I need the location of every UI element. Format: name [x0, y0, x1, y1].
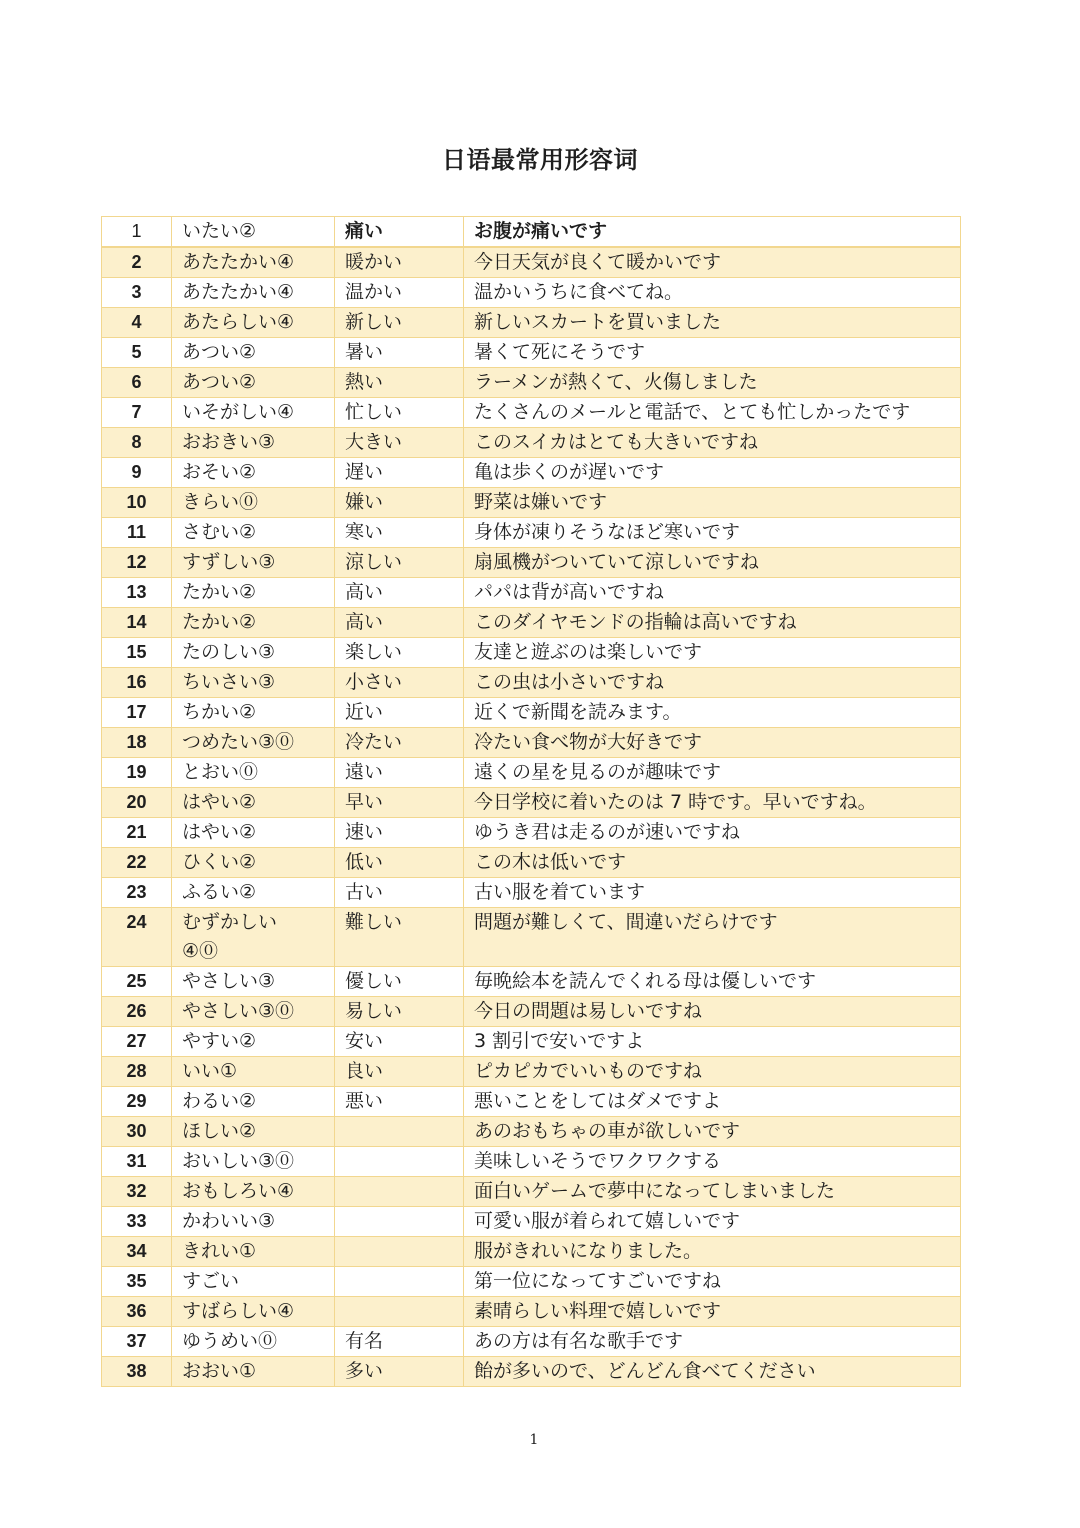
- example-sentence: あのおもちゃの車が欲しいです: [464, 1117, 961, 1147]
- kanji-form: 遠い: [335, 758, 464, 788]
- example-sentence: 問題が難しくて、間違いだらけです: [464, 908, 961, 967]
- table-row: [102, 728, 961, 758]
- row-number: 33: [102, 1207, 172, 1237]
- page-number: 1: [529, 1432, 539, 1448]
- table-row: [102, 608, 961, 638]
- row-number: 20: [102, 788, 172, 818]
- kana-reading: はやい②: [172, 788, 335, 818]
- example-sentence: 近くで新聞を読みます。: [464, 698, 961, 728]
- table-row: [102, 967, 961, 997]
- example-sentence: 悪いことをしてはダメですよ: [464, 1087, 961, 1117]
- example-sentence: 服がきれいになりました。: [464, 1237, 961, 1267]
- kana-reading: たかい②: [172, 578, 335, 608]
- kanji-form: 冷たい: [335, 728, 464, 758]
- example-sentence: 面白いゲームで夢中になってしまいました: [464, 1177, 961, 1207]
- table-first-row: [102, 217, 961, 248]
- example-sentence: 扇風機がついていて涼しいですね: [464, 548, 961, 578]
- example-sentence: あの方は有名な歌手です: [464, 1327, 961, 1357]
- row-number: 29: [102, 1087, 172, 1117]
- example-sentence: 冷たい食べ物が大好きです: [464, 728, 961, 758]
- kana-reading: かわいい③: [172, 1207, 335, 1237]
- row-number: 22: [102, 848, 172, 878]
- kanji-form: 多い: [335, 1357, 464, 1387]
- row-number: 12: [102, 548, 172, 578]
- example-sentence: 野菜は嫌いです: [464, 488, 961, 518]
- example-sentence: 身体が凍りそうなほど寒いです: [464, 518, 961, 548]
- kanji-form: 良い: [335, 1057, 464, 1087]
- table-row: [102, 1027, 961, 1057]
- kanji-form: 低い: [335, 848, 464, 878]
- kanji-form: 涼しい: [335, 548, 464, 578]
- example-sentence: このスイカはとても大きいですね: [464, 428, 961, 458]
- kanji-form: 熱い: [335, 368, 464, 398]
- table-row: [102, 788, 961, 818]
- kana-reading: あたたかい④: [172, 247, 335, 278]
- table-row: [102, 578, 961, 608]
- kanji-form: [335, 1207, 464, 1237]
- table-row: [102, 638, 961, 668]
- kana-reading: ちかい②: [172, 698, 335, 728]
- kana-reading: あたたかい④: [172, 278, 335, 308]
- row-number: 32: [102, 1177, 172, 1207]
- kana-reading: おそい②: [172, 458, 335, 488]
- example-sentence: 素晴らしい料理で嬉しいです: [464, 1297, 961, 1327]
- row-number: 7: [102, 398, 172, 428]
- kana-reading: あたらしい④: [172, 308, 335, 338]
- row-number: 21: [102, 818, 172, 848]
- row-number: 24: [102, 908, 172, 967]
- example-sentence: 可愛い服が着られて嬉しいです: [464, 1207, 961, 1237]
- kanji-form: 古い: [335, 878, 464, 908]
- row-number: 25: [102, 967, 172, 997]
- kana-reading: おもしろい④: [172, 1177, 335, 1207]
- kanji-form: 安い: [335, 1027, 464, 1057]
- table-row: [102, 997, 961, 1027]
- kanji-form: 嫌い: [335, 488, 464, 518]
- table-row: [102, 458, 961, 488]
- table-row: [102, 668, 961, 698]
- row-number: 6: [102, 368, 172, 398]
- kana-reading: いたい②: [172, 217, 335, 248]
- row-number: 18: [102, 728, 172, 758]
- kanji-form: 有名: [335, 1327, 464, 1357]
- kana-reading: いそがしい④: [172, 398, 335, 428]
- kanji-form: [335, 1177, 464, 1207]
- kanji-form: 忙しい: [335, 398, 464, 428]
- row-number: 3: [102, 278, 172, 308]
- kana-reading: やさしい③: [172, 967, 335, 997]
- example-sentence: ラーメンが熱くて、火傷しました: [464, 368, 961, 398]
- table-row: [102, 848, 961, 878]
- kanji-form: 悪い: [335, 1087, 464, 1117]
- kana-reading: ちいさい③: [172, 668, 335, 698]
- adjective-table: [101, 216, 961, 1387]
- kanji-form: 楽しい: [335, 638, 464, 668]
- kana-reading: すばらしい④: [172, 1297, 335, 1327]
- table-row: [102, 1207, 961, 1237]
- table-body: [102, 217, 961, 1387]
- row-number: 8: [102, 428, 172, 458]
- example-sentence: 第一位になってすごいですね: [464, 1267, 961, 1297]
- example-sentence: この木は低いです: [464, 848, 961, 878]
- example-sentence: 亀は歩くのが遅いです: [464, 458, 961, 488]
- row-number: 5: [102, 338, 172, 368]
- table-row: [102, 368, 961, 398]
- row-number: 14: [102, 608, 172, 638]
- kana-reading: おいしい③⓪: [172, 1147, 335, 1177]
- kana-reading: あつい②: [172, 338, 335, 368]
- table-row: [102, 758, 961, 788]
- kanji-form: 早い: [335, 788, 464, 818]
- kanji-form: 寒い: [335, 518, 464, 548]
- kanji-form: 大きい: [335, 428, 464, 458]
- kana-reading: きれい①: [172, 1237, 335, 1267]
- example-sentence: 温かいうちに食べてね。: [464, 278, 961, 308]
- kana-reading: きらい⓪: [172, 488, 335, 518]
- kana-reading: わるい②: [172, 1087, 335, 1117]
- example-sentence: 今日天気が良くて暖かいです: [464, 247, 961, 278]
- row-number: 34: [102, 1237, 172, 1267]
- kanji-form: 優しい: [335, 967, 464, 997]
- table-row: [102, 247, 961, 278]
- kana-reading: やさしい③⓪: [172, 997, 335, 1027]
- kana-reading: たかい②: [172, 608, 335, 638]
- kanji-form: 近い: [335, 698, 464, 728]
- kana-reading: むずかしい④⓪: [172, 908, 335, 967]
- kanji-form: 高い: [335, 578, 464, 608]
- kanji-form: 速い: [335, 818, 464, 848]
- example-sentence: 遠くの星を見るのが趣味です: [464, 758, 961, 788]
- kanji-form: [335, 1267, 464, 1297]
- kana-reading: あつい②: [172, 368, 335, 398]
- kana-reading: すずしい③: [172, 548, 335, 578]
- row-number: 38: [102, 1357, 172, 1387]
- table-row: [102, 1057, 961, 1087]
- kanji-form: 遅い: [335, 458, 464, 488]
- table-row: [102, 398, 961, 428]
- example-sentence: 友達と遊ぶのは楽しいです: [464, 638, 961, 668]
- row-number: 37: [102, 1327, 172, 1357]
- row-number: 26: [102, 997, 172, 1027]
- example-sentence: このダイヤモンドの指輪は高いですね: [464, 608, 961, 638]
- row-number: 35: [102, 1267, 172, 1297]
- kana-reading: ひくい②: [172, 848, 335, 878]
- row-number: 31: [102, 1147, 172, 1177]
- row-number: 36: [102, 1297, 172, 1327]
- table-row: [102, 1327, 961, 1357]
- table-row: [102, 1267, 961, 1297]
- kana-reading: つめたい③⓪: [172, 728, 335, 758]
- row-number: 27: [102, 1027, 172, 1057]
- kana-reading: ふるい②: [172, 878, 335, 908]
- kanji-form: 痛い: [335, 217, 464, 248]
- table-row: [102, 878, 961, 908]
- kana-reading: すごい: [172, 1267, 335, 1297]
- table-row: [102, 488, 961, 518]
- kana-reading: ほしい②: [172, 1117, 335, 1147]
- example-sentence: ピカピカでいいものですね: [464, 1057, 961, 1087]
- example-sentence: 毎晩絵本を読んでくれる母は優しいです: [464, 967, 961, 997]
- kana-reading: やすい②: [172, 1027, 335, 1057]
- table-row: [102, 1147, 961, 1177]
- table-row: [102, 278, 961, 308]
- table-row: [102, 1087, 961, 1117]
- row-number: 10: [102, 488, 172, 518]
- table-row: [102, 518, 961, 548]
- row-number: 23: [102, 878, 172, 908]
- kanji-form: 易しい: [335, 997, 464, 1027]
- kanji-form: [335, 1297, 464, 1327]
- example-sentence: 今日学校に着いたのは 7 時です。早いですね。: [464, 788, 961, 818]
- table-row: [102, 818, 961, 848]
- row-number: 4: [102, 308, 172, 338]
- kana-reading: おおい①: [172, 1357, 335, 1387]
- kana-reading: さむい②: [172, 518, 335, 548]
- row-number: 17: [102, 698, 172, 728]
- kanji-form: 高い: [335, 608, 464, 638]
- row-number: 1: [102, 217, 172, 248]
- kana-reading: ゆうめい⓪: [172, 1327, 335, 1357]
- kanji-form: 難しい: [335, 908, 464, 967]
- row-number: 13: [102, 578, 172, 608]
- example-sentence: 飴が多いので、どんどん食べてください: [464, 1357, 961, 1387]
- table-row: [102, 908, 961, 967]
- example-sentence: この虫は小さいですね: [464, 668, 961, 698]
- example-sentence: 古い服を着ています: [464, 878, 961, 908]
- table-row: [102, 428, 961, 458]
- kana-reading: いい①: [172, 1057, 335, 1087]
- table-row: [102, 308, 961, 338]
- kanji-form: 暖かい: [335, 247, 464, 278]
- page-title: 日语最常用形容词: [442, 146, 638, 174]
- kanji-form: 新しい: [335, 308, 464, 338]
- table-row: [102, 698, 961, 728]
- kanji-form: [335, 1147, 464, 1177]
- table-row: [102, 338, 961, 368]
- table-row: [102, 1357, 961, 1387]
- kana-reading: とおい⓪: [172, 758, 335, 788]
- row-number: 11: [102, 518, 172, 548]
- example-sentence: パパは背が高いですね: [464, 578, 961, 608]
- kanji-form: 小さい: [335, 668, 464, 698]
- table-row: [102, 1117, 961, 1147]
- kana-reading: おおきい③: [172, 428, 335, 458]
- example-sentence: 新しいスカートを買いました: [464, 308, 961, 338]
- row-number: 19: [102, 758, 172, 788]
- row-number: 16: [102, 668, 172, 698]
- row-number: 30: [102, 1117, 172, 1147]
- kanji-form: 暑い: [335, 338, 464, 368]
- row-number: 15: [102, 638, 172, 668]
- kana-reading: たのしい③: [172, 638, 335, 668]
- example-sentence: ゆうき君は走るのが速いですね: [464, 818, 961, 848]
- example-sentence: 美味しいそうでワクワクする: [464, 1147, 961, 1177]
- example-sentence: 今日の問題は易しいですね: [464, 997, 961, 1027]
- row-number: 9: [102, 458, 172, 488]
- table-row: [102, 1237, 961, 1267]
- row-number: 28: [102, 1057, 172, 1087]
- example-sentence: お腹が痛いです: [464, 217, 961, 248]
- example-sentence: 3 割引で安いですよ: [464, 1027, 961, 1057]
- table-row: [102, 548, 961, 578]
- example-sentence: たくさんのメールと電話で、とても忙しかったです: [464, 398, 961, 428]
- example-sentence: 暑くて死にそうです: [464, 338, 961, 368]
- row-number: 2: [102, 247, 172, 278]
- kanji-form: [335, 1237, 464, 1267]
- kana-reading: はやい②: [172, 818, 335, 848]
- kanji-form: [335, 1117, 464, 1147]
- kanji-form: 温かい: [335, 278, 464, 308]
- table-row: [102, 1177, 961, 1207]
- table-row: [102, 1297, 961, 1327]
